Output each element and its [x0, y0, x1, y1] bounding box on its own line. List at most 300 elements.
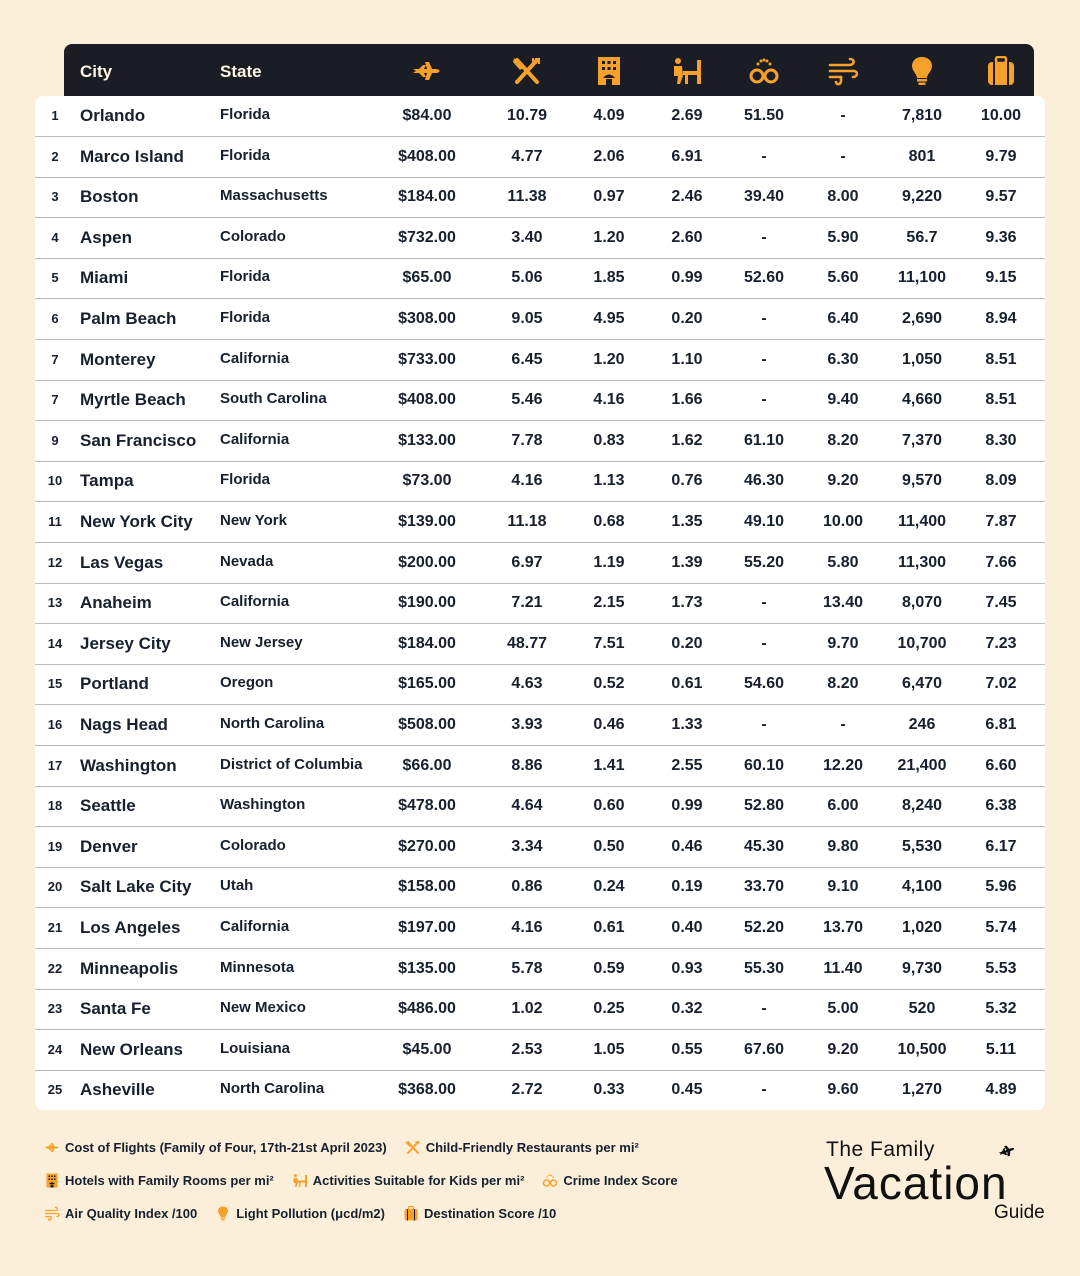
air-quality-cell: - [840, 716, 846, 733]
table-row[interactable] [35, 543, 1045, 584]
light-pollution-cell: 1,270 [901, 1081, 943, 1099]
state-cell: Oregon [220, 674, 274, 692]
legend-item [215, 1206, 385, 1221]
flight-cost-cell: $139.00 [398, 513, 456, 530]
hotels-cell: 0.97 [593, 188, 625, 206]
restaurants-cell: 6.45 [511, 350, 543, 368]
flight-cost-cell: $184.00 [398, 188, 456, 206]
rank-cell: 14 [47, 635, 63, 651]
hotels-cell: 4.95 [593, 310, 625, 327]
rank-cell: 11 [48, 514, 62, 529]
restaurants-cell: 4.77 [511, 147, 543, 165]
hotels-cell: 0.24 [593, 878, 625, 896]
activities-cell: 1.33 [671, 716, 703, 733]
city-cell: New York City [80, 512, 193, 531]
crime-index-cell: 55.20 [743, 553, 785, 571]
flight-cost-cell: $135.00 [398, 959, 456, 977]
light-pollution-cell: 9,730 [901, 959, 943, 977]
rank-cell: 13 [47, 595, 63, 611]
light-pollution-cell: 4,100 [901, 878, 943, 896]
state-cell: California [220, 349, 290, 367]
restaurants-cell: 11.38 [507, 188, 547, 206]
air-quality-cell: 10.00 [822, 513, 864, 530]
destination-score-cell: 10.00 [980, 107, 1022, 124]
flight-cost-cell: $486.00 [398, 1000, 456, 1018]
activities-cell: 1.10 [671, 350, 703, 368]
table-row[interactable] [35, 1070, 1045, 1110]
hotels-cell: 0.46 [593, 716, 625, 733]
rank-cell: 16 [47, 717, 63, 732]
flight-cost-cell: $73.00 [402, 472, 452, 490]
city-cell: Santa Fe [80, 999, 151, 1019]
crime-index-cell: - [761, 716, 767, 733]
activities-cell: 1.35 [671, 513, 703, 530]
crime-index-cell: 33.70 [743, 878, 785, 896]
city-cell: Seattle [80, 796, 136, 816]
handcuffs-icon [542, 1173, 558, 1188]
legend-row-1 [44, 1140, 651, 1155]
restaurants-cell: 5.78 [511, 959, 543, 977]
hotels-cell: 0.59 [593, 959, 625, 977]
hotels-cell: 2.06 [593, 147, 625, 165]
city-cell: Las Vegas [80, 552, 164, 572]
state-cell: North Carolina [220, 715, 325, 732]
kids-activity-icon [292, 1173, 308, 1188]
crime-index-cell: 61.10 [743, 431, 785, 449]
legend-item [403, 1206, 556, 1221]
rank-cell: 6 [51, 311, 59, 326]
restaurants-cell: 7.78 [511, 431, 543, 449]
legend-item [292, 1173, 525, 1188]
activities-cell: 0.20 [671, 634, 703, 652]
table-row[interactable] [35, 908, 1045, 949]
light-pollution-cell: 4,660 [901, 391, 943, 409]
table-row[interactable] [35, 177, 1045, 218]
activities-cell: 1.62 [671, 431, 703, 449]
destination-score-cell: 4.89 [985, 1081, 1017, 1099]
crime-index-cell: - [761, 228, 767, 246]
activities-cell: 0.20 [671, 310, 703, 327]
crime-index-cell: 52.20 [743, 919, 785, 936]
light-pollution-cell: 9,220 [901, 188, 943, 206]
crime-index-cell: - [761, 391, 767, 409]
legend-row-3 [44, 1206, 568, 1221]
destination-score-cell: 8.94 [985, 310, 1017, 327]
state-cell: Nevada [220, 552, 274, 570]
lightbulb-icon[interactable] [904, 54, 940, 88]
legend-label: Child-Friendly Restaurants per mi² [425, 1140, 639, 1155]
table-row[interactable] [35, 380, 1045, 421]
city-cell: Myrtle Beach [80, 390, 186, 410]
crime-index-cell: - [761, 350, 767, 368]
air-quality-cell: 9.20 [827, 472, 859, 490]
city-cell: San Francisco [80, 430, 197, 450]
destination-score-cell: 7.23 [985, 634, 1017, 652]
rank-cell: 3 [51, 189, 59, 205]
air-quality-cell: 12.20 [822, 756, 864, 774]
flight-cost-cell: $158.00 [398, 878, 456, 896]
flight-cost-cell: $200.00 [398, 553, 456, 571]
hotels-cell: 0.50 [593, 837, 625, 855]
city-cell: Anaheim [80, 593, 152, 613]
wind-icon[interactable] [825, 54, 861, 88]
destination-score-cell: 9.57 [985, 188, 1017, 206]
air-quality-cell: 9.60 [827, 1081, 859, 1099]
air-quality-cell: 8.20 [827, 675, 859, 693]
activities-cell: 6.91 [671, 147, 703, 165]
air-quality-cell: - [840, 147, 846, 165]
restaurants-cell: 4.64 [511, 797, 543, 815]
table-row[interactable] [35, 299, 1045, 340]
hotels-cell: 0.83 [593, 431, 625, 449]
flight-cost-cell: $66.00 [402, 756, 452, 774]
air-quality-cell: 13.70 [822, 919, 864, 936]
flight-cost-cell: $197.00 [398, 919, 456, 936]
state-cell: New Mexico [220, 999, 306, 1017]
light-pollution-cell: 2,690 [901, 310, 943, 327]
city-cell: Portland [80, 674, 149, 694]
city-cell: Nags Head [80, 715, 168, 734]
destination-score-cell: 7.45 [985, 594, 1017, 612]
table-row[interactable] [35, 949, 1045, 990]
activities-cell: 0.19 [671, 878, 703, 896]
plane-icon[interactable] [409, 54, 445, 88]
restaurants-cell: 11.18 [507, 513, 547, 530]
city-cell: Washington [80, 755, 177, 775]
legend-label: Cost of Flights (Family of Four, 17th-21st April 2023) [65, 1140, 387, 1155]
light-pollution-cell: 9,570 [901, 472, 943, 490]
destination-score-cell: 8.51 [985, 350, 1017, 368]
destination-score-cell: 5.11 [985, 1040, 1017, 1058]
restaurants-cell: 0.86 [511, 878, 543, 896]
destination-score-cell: 9.36 [985, 228, 1017, 246]
flight-cost-cell: $270.00 [398, 837, 456, 855]
table-row[interactable] [35, 340, 1045, 381]
hotels-cell: 0.33 [593, 1081, 625, 1099]
light-pollution-cell: 5,530 [901, 837, 943, 855]
table-row[interactable] [35, 705, 1045, 746]
air-quality-cell: 6.00 [827, 797, 859, 815]
destination-score-cell: 8.51 [985, 391, 1017, 409]
table-row[interactable] [35, 664, 1045, 705]
crime-index-cell: 60.10 [743, 756, 785, 774]
table-row[interactable] [35, 218, 1045, 259]
rank-cell: 5 [51, 270, 59, 286]
light-pollution-cell: 8,240 [901, 797, 943, 815]
hotels-cell: 0.61 [593, 919, 625, 936]
hotels-cell: 0.25 [593, 1000, 625, 1018]
table-row[interactable] [35, 1030, 1045, 1071]
destination-score-cell: 6.60 [985, 756, 1017, 774]
table-row[interactable] [35, 96, 1045, 137]
logo-line-3: Guide [994, 1202, 1045, 1223]
air-quality-cell: 9.20 [827, 1040, 859, 1058]
rank-cell: 7 [51, 392, 59, 408]
hotels-cell: 4.16 [593, 391, 625, 409]
hotels-cell: 1.19 [593, 553, 625, 571]
activities-cell: 1.66 [671, 391, 703, 409]
air-quality-cell: 9.70 [827, 634, 859, 652]
crime-index-cell: 52.80 [743, 797, 785, 815]
city-cell: Jersey City [80, 633, 171, 653]
legend-label: Destination Score /10 [424, 1206, 557, 1221]
state-cell: Minnesota [220, 958, 295, 976]
state-cell: Florida [220, 268, 271, 286]
legend-item [44, 1206, 197, 1221]
legend-label: Air Quality Index /100 [65, 1206, 198, 1221]
crime-index-cell: - [761, 1081, 767, 1099]
crime-index-cell: - [761, 1000, 767, 1018]
rank-cell: 9 [51, 432, 59, 448]
state-cell: Colorado [220, 836, 286, 854]
utensils-icon[interactable] [509, 54, 545, 88]
city-cell: Salt Lake City [80, 877, 192, 897]
air-quality-cell: 8.20 [827, 431, 859, 449]
state-cell: North Carolina [220, 1080, 325, 1098]
restaurants-cell: 3.40 [511, 228, 543, 246]
table-row[interactable] [35, 989, 1045, 1030]
suitcase-icon[interactable] [983, 54, 1019, 88]
air-quality-cell: 13.40 [822, 594, 864, 612]
rank-cell: 20 [47, 879, 63, 895]
rank-cell: 21 [47, 920, 63, 935]
activities-cell: 1.39 [671, 553, 703, 571]
restaurants-cell: 2.53 [511, 1040, 543, 1058]
suitcase-icon [403, 1206, 419, 1221]
rank-cell: 25 [47, 1082, 63, 1098]
city-cell: New Orleans [80, 1039, 183, 1059]
light-pollution-cell: 10,700 [897, 634, 947, 652]
crime-index-cell: - [761, 310, 767, 327]
city-cell: Tampa [80, 471, 134, 491]
flight-cost-cell: $408.00 [398, 147, 456, 165]
table-row[interactable] [35, 624, 1045, 665]
air-quality-cell: 11.40 [823, 959, 863, 977]
flight-cost-cell: $45.00 [402, 1040, 452, 1058]
hotel-icon [44, 1173, 60, 1188]
state-cell: Washington [220, 796, 306, 814]
state-cell: Massachusetts [220, 187, 328, 205]
table-row[interactable] [35, 502, 1045, 543]
restaurants-cell: 9.05 [511, 310, 543, 327]
legend-label: Light Pollution (μcd/m2) [236, 1206, 385, 1221]
city-cell: Orlando [80, 106, 146, 125]
restaurants-cell: 1.02 [511, 1000, 543, 1018]
air-quality-cell: 5.00 [827, 1000, 859, 1018]
rank-cell: 18 [47, 798, 63, 814]
restaurants-cell: 4.16 [511, 472, 543, 490]
crime-index-cell: 54.60 [743, 675, 785, 693]
restaurants-cell: 6.97 [511, 553, 543, 571]
destination-score-cell: 7.02 [985, 675, 1017, 693]
column-header-state[interactable]: State [220, 62, 262, 81]
legend-item [542, 1173, 677, 1188]
flight-cost-cell: $368.00 [398, 1081, 456, 1099]
crime-index-cell: - [761, 147, 767, 165]
crime-index-cell: 39.40 [743, 188, 785, 206]
rank-cell: 22 [47, 960, 63, 976]
hotels-cell: 7.51 [593, 634, 625, 652]
legend-row-2 [44, 1173, 690, 1188]
light-pollution-cell: 1,020 [901, 919, 943, 936]
air-quality-cell: 9.40 [827, 391, 859, 409]
destination-score-cell: 6.17 [985, 837, 1017, 855]
restaurants-cell: 7.21 [511, 594, 543, 612]
air-quality-cell: 8.00 [827, 188, 859, 206]
restaurants-cell: 5.46 [511, 391, 543, 409]
restaurants-cell: 3.93 [511, 716, 543, 733]
rank-cell: 10 [47, 473, 63, 489]
logo-line-2: Vacation [824, 1157, 1008, 1209]
table-row[interactable] [35, 827, 1045, 868]
legend-label: Activities Suitable for Kids per mi² [312, 1173, 525, 1188]
crime-index-cell: 51.50 [743, 107, 785, 124]
destination-score-cell: 5.96 [985, 878, 1017, 896]
air-quality-cell: - [840, 107, 846, 124]
activities-cell: 0.61 [671, 675, 703, 693]
state-cell: New Jersey [220, 633, 303, 651]
state-cell: Florida [220, 106, 271, 123]
restaurants-cell: 48.77 [506, 634, 548, 652]
destination-score-cell: 7.87 [985, 513, 1017, 530]
hotels-cell: 1.20 [593, 350, 625, 368]
city-cell: Monterey [80, 349, 156, 369]
light-pollution-cell: 246 [908, 716, 936, 733]
light-pollution-cell: 56.7 [906, 228, 938, 246]
light-pollution-cell: 10,500 [897, 1040, 947, 1058]
crime-index-cell: 45.30 [743, 837, 785, 855]
flight-cost-cell: $190.00 [398, 594, 456, 612]
rank-cell: 12 [47, 554, 63, 570]
table-row[interactable] [35, 746, 1045, 787]
light-pollution-cell: 21,400 [897, 756, 947, 774]
restaurants-cell: 8.86 [511, 756, 543, 774]
activities-cell: 2.69 [671, 107, 703, 124]
flight-cost-cell: $165.00 [398, 675, 456, 693]
destination-score-cell: 8.30 [985, 431, 1017, 449]
activities-cell: 0.45 [671, 1081, 703, 1099]
hotel-icon[interactable] [591, 54, 627, 88]
restaurants-cell: 3.34 [511, 837, 543, 855]
hotels-cell: 1.41 [593, 756, 625, 774]
destination-score-cell: 5.74 [985, 919, 1017, 936]
light-pollution-cell: 6,470 [901, 675, 943, 693]
air-quality-cell: 5.60 [827, 269, 859, 287]
destination-score-cell: 6.81 [985, 716, 1017, 733]
restaurants-cell: 2.72 [511, 1081, 543, 1099]
air-quality-cell: 9.80 [827, 837, 859, 855]
logo-plane-icon [996, 1142, 1018, 1160]
hotels-cell: 1.85 [593, 269, 625, 287]
hotels-cell: 1.20 [593, 228, 625, 246]
logo-line-1: The Family [826, 1138, 935, 1161]
state-cell: Louisiana [220, 1039, 291, 1057]
legend-item [405, 1140, 639, 1155]
table-row[interactable] [35, 786, 1045, 827]
activities-cell: 1.73 [671, 594, 703, 612]
state-cell: Utah [220, 877, 254, 895]
light-pollution-cell: 11,300 [897, 553, 947, 571]
hotels-cell: 2.15 [593, 594, 625, 612]
plane-icon [44, 1140, 60, 1155]
rank-cell: 7 [51, 351, 59, 367]
air-quality-cell: 5.90 [827, 228, 859, 246]
table-row[interactable] [35, 461, 1045, 502]
hotels-cell: 0.60 [593, 797, 625, 815]
crime-index-cell: - [761, 594, 767, 612]
kids-activity-icon[interactable] [669, 54, 705, 88]
table-header-bar [64, 44, 1034, 104]
table-row[interactable] [35, 258, 1045, 299]
activities-cell: 0.46 [671, 837, 703, 855]
table-row[interactable] [35, 137, 1045, 178]
city-cell: Miami [80, 268, 129, 288]
light-pollution-cell: 520 [908, 1000, 936, 1018]
hotels-cell: 1.13 [593, 472, 625, 490]
table-row[interactable] [35, 421, 1045, 462]
city-cell: Los Angeles [80, 918, 181, 937]
flight-cost-cell: $84.00 [402, 107, 452, 124]
crime-index-cell: 67.60 [743, 1040, 785, 1058]
activities-cell: 0.40 [671, 919, 703, 936]
light-pollution-cell: 1,050 [901, 350, 943, 368]
utensils-icon [405, 1140, 421, 1155]
destination-score-cell: 6.38 [985, 797, 1017, 815]
legend-label: Hotels with Family Rooms per mi² [65, 1173, 274, 1188]
crime-index-cell: 55.30 [743, 959, 785, 977]
state-cell: Florida [220, 309, 271, 326]
hotels-cell: 4.09 [593, 107, 625, 124]
state-cell: Florida [220, 471, 271, 489]
light-pollution-cell: 11,400 [897, 513, 947, 530]
column-header-city[interactable]: City [80, 62, 113, 81]
hotels-cell: 1.05 [593, 1040, 625, 1058]
air-quality-cell: 9.10 [827, 878, 859, 896]
restaurants-cell: 10.79 [506, 107, 548, 124]
light-pollution-cell: 7,370 [901, 431, 943, 449]
state-cell: California [220, 918, 290, 935]
table-row[interactable] [35, 867, 1045, 908]
state-cell: New York [220, 512, 287, 529]
activities-cell: 0.55 [671, 1040, 703, 1058]
activities-cell: 0.32 [671, 1000, 703, 1018]
activities-cell: 2.55 [671, 756, 703, 774]
rank-cell: 1 [51, 108, 59, 123]
crime-index-cell: 52.60 [743, 269, 785, 287]
destination-score-cell: 9.79 [985, 147, 1017, 165]
flight-cost-cell: $508.00 [398, 716, 456, 733]
state-cell: Colorado [220, 227, 286, 245]
table-row[interactable] [35, 583, 1045, 624]
activities-cell: 0.99 [671, 797, 703, 815]
state-cell: Florida [220, 146, 271, 164]
light-pollution-cell: 8,070 [901, 594, 943, 612]
state-cell: South Carolina [220, 390, 327, 408]
hotels-cell: 0.68 [593, 513, 625, 530]
air-quality-cell: 5.80 [827, 553, 859, 571]
flight-cost-cell: $732.00 [398, 228, 456, 246]
state-cell: District of Columbia [220, 755, 363, 773]
flight-cost-cell: $733.00 [398, 350, 456, 368]
light-pollution-cell: 7,810 [901, 107, 943, 124]
hotels-cell: 0.52 [593, 675, 625, 693]
handcuffs-icon[interactable] [746, 54, 782, 88]
light-pollution-cell: 11,100 [897, 269, 947, 287]
restaurants-cell: 4.16 [511, 919, 543, 936]
rank-cell: 15 [47, 676, 63, 692]
brand-logo[interactable] [824, 1138, 1054, 1228]
crime-index-cell: 49.10 [743, 513, 785, 530]
